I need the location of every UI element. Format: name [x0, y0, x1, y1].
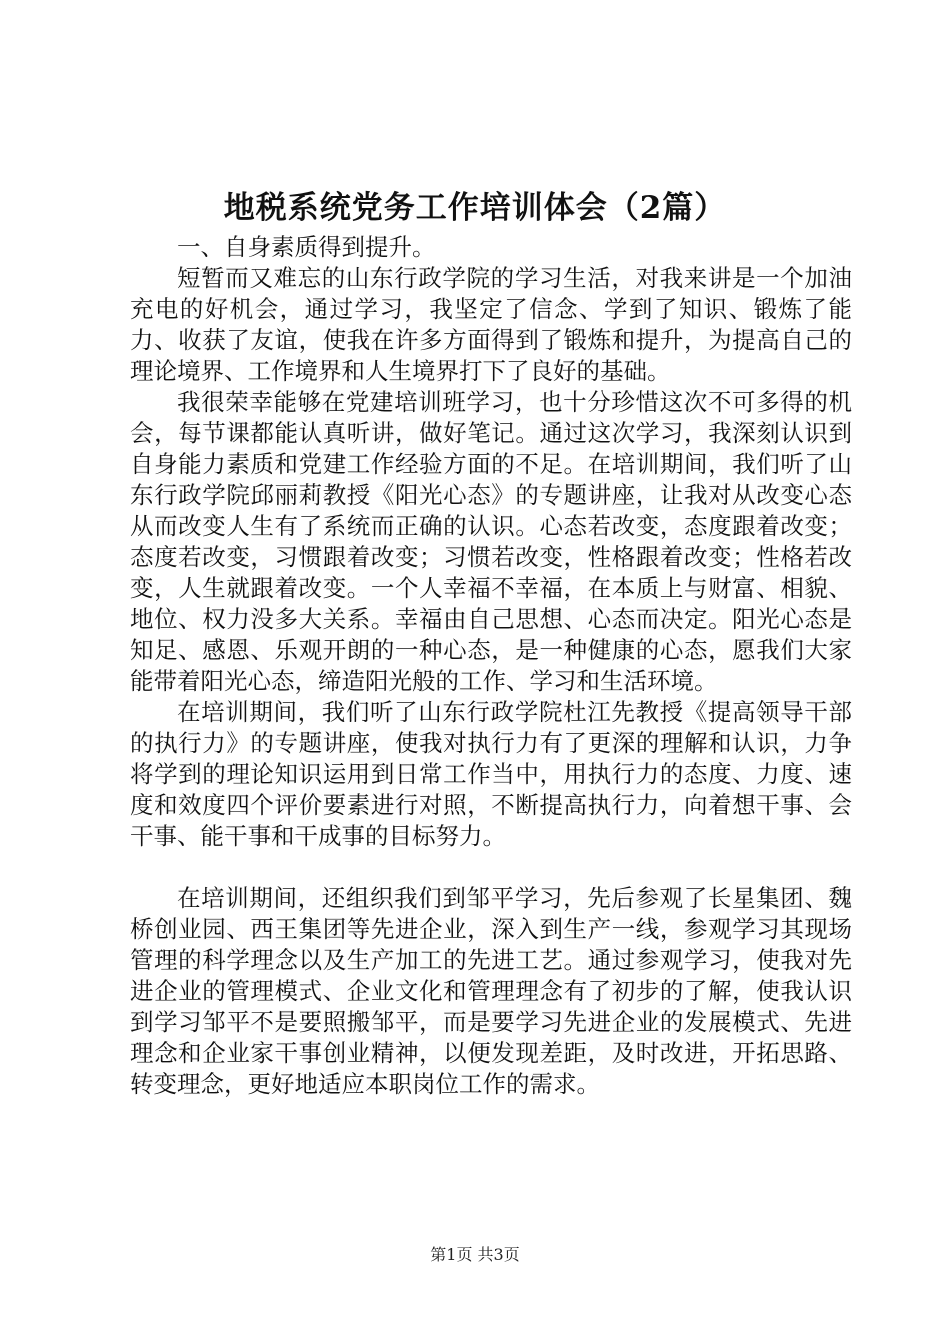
- paragraph-4: 在培训期间，还组织我们到邹平学习，先后参观了长星集团、魏桥创业园、西王集团等先进企业，深入到生产一线，参观学习其现场管理的科学理念以及生产加工的先进工艺。通过参观学习，使我对先进企业的管理模式、企业文化和管理理念有了初步的了解，使我认识到学习邹平不是要照搬邹平，而是要学习先进企业的发展模式、先进理念和企业家干事创业精神，以便发现差距，及时改进，开拓思路、转变理念，更好地适应本职岗位工作的需求。: [130, 884, 852, 1098]
- paragraph-1: 短暂而又难忘的山东行政学院的学习生活，对我来讲是一个加油充电的好机会，通过学习，我坚定了信念、学到了知识、锻炼了能力、收获了友谊，使我在许多方面得到了锻炼和提升，为提高自己的理论境界、工作境界和人生境界打下了良好的基础。: [130, 264, 852, 385]
- paragraph-3: 在培训期间，我们听了山东行政学院杜江先教授《提高领导干部的执行力》的专题讲座，使我对执行力有了更深的理解和认识，力争将学到的理论知识运用到日常工作当中，用执行力的态度、力度、速度和效度四个评价要素进行对照，不断提高执行力，向着想干事、会干事、能干事和干成事的目标努力。: [130, 698, 852, 850]
- section-heading: 一、自身素质得到提升。: [177, 233, 436, 261]
- document-body: [130, 232, 852, 1100]
- page-number-footer: 第1页 共3页: [430, 1245, 520, 1264]
- document-title: 地税系统党务工作培训体会（2篇）: [223, 190, 727, 226]
- paragraph-2: 我很荣幸能够在党建培训班学习，也十分珍惜这次不可多得的机会，每节课都能认真听讲，做好笔记。通过这次学习，我深刻认识到自身能力素质和党建工作经验方面的不足。在培训期间，我们听了山东行政学院邱丽莉教授《阳光心态》的专题讲座，让我对从改变心态从而改变人生有了系统而正确的认识。心态若改变，态度跟着改变；态度若改变，习惯跟着改变；习惯若改变，性格跟着改变；性格若改变，人生就跟着改变。一个人幸福不幸福，在本质上与财富、相貌、地位、权力没多大关系。幸福由自己思想、心态而决定。阳光心态是知足、感恩、乐观开朗的一种心态，是一种健康的心态，愿我们大家能带着阳光心态，缔造阳光般的工作、学习和生活环境。: [130, 388, 852, 695]
